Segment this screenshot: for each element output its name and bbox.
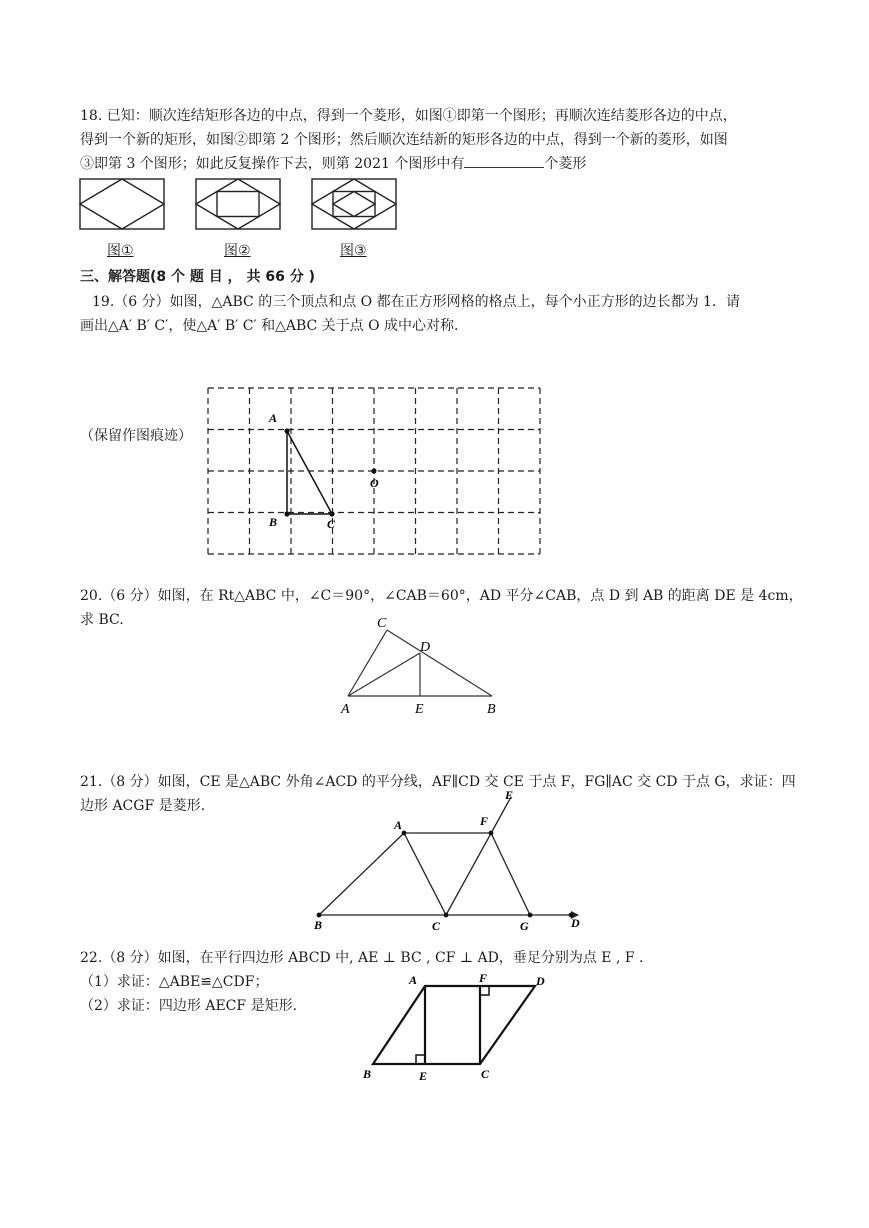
point-o: [371, 468, 376, 473]
fig3-rhombus: [312, 179, 396, 229]
label-c: C: [327, 517, 336, 531]
label-b: B: [269, 515, 278, 529]
label-e: E: [415, 702, 424, 717]
q22-line1: 22.（8 分）如图，在平行四边形 ABCD 中, AE ⊥ BC , CF ⊥ AD，垂足分别为点 E , F .: [80, 950, 644, 966]
fig3-inner-rhombus: [333, 192, 375, 217]
q22-sub1: （1）求证：△ABE≌△CDF；: [80, 974, 269, 990]
label-g: G: [520, 919, 529, 933]
q19-note: （保留作图痕迹）: [80, 428, 192, 444]
point-b: [284, 511, 289, 516]
fig2-inner-rectangle: [217, 192, 259, 217]
q20-line1: 20.（6 分）如图，在 Rt△ABC 中，∠C＝90°，∠CAB＝60°，AD 平分∠CAB，点 D 到 AB 的距离 DE 是 4cm，: [80, 588, 803, 604]
parallelogram-abcd: [373, 986, 535, 1064]
label-a: A: [269, 411, 278, 425]
q18-line3-before: ③即第 3 个图形；如此反复操作下去，则第 2021 个图形中有: [80, 156, 465, 172]
label-e: E: [419, 1069, 428, 1083]
label-c: C: [377, 616, 387, 631]
q18-line3-after: 个菱形: [544, 156, 587, 172]
fig1-rectangle: [80, 179, 164, 229]
q21-line1: 21.（8 分）如图，CE 是△ABC 外角∠ACD 的平分线，AF∥CD 交 CE 于点 F，FG∥AC 交 CD 于点 G，求证：四: [80, 774, 796, 790]
label-b: B: [487, 702, 496, 717]
triangle-abc: [287, 431, 332, 514]
label-f: F: [479, 971, 488, 985]
fig1-caption: 图①: [107, 243, 134, 259]
label-o: O: [370, 476, 379, 490]
answer-blank[interactable]: [464, 153, 544, 168]
label-c: C: [481, 1067, 490, 1081]
fig2-caption: 图②: [224, 243, 251, 259]
label-a: A: [409, 973, 418, 987]
fig2-rectangle: [196, 179, 280, 229]
label-e: E: [505, 788, 514, 802]
label-d: D: [571, 916, 580, 930]
point-a: [284, 428, 289, 433]
label-c: C: [432, 919, 441, 933]
q22-figure: [355, 968, 555, 1088]
q20-figure: [334, 610, 514, 720]
fig3-caption: 图③: [340, 243, 367, 259]
q19-grid-figure: [200, 380, 550, 560]
point-c: [329, 511, 334, 516]
section-title: 三、解答题(8 个 题 目 ， 共 66 分 ): [80, 269, 316, 285]
q18-figures: [78, 177, 398, 232]
label-a: A: [341, 702, 350, 717]
q20-line2: 求 BC.: [80, 612, 124, 628]
q19-line1: 19.（6 分）如图，△ABC 的三个顶点和点 O 都在正方形网格的格点上，每个小正方形的边长都为 1．请: [92, 294, 740, 310]
label-a: A: [394, 818, 403, 832]
q18-line2: 得到一个新的矩形，如图②即第 2 个图形；然后顺次连结新的矩形各边的中点，得到一个新的菱形，如图: [80, 132, 728, 148]
q22-sub2: （2）求证：四边形 AECF 是矩形.: [80, 998, 298, 1014]
fig1-rhombus: [80, 179, 164, 229]
fig3-rectangle: [312, 179, 396, 229]
fig3-inner-rectangle: [333, 192, 375, 217]
fig2-rhombus: [196, 179, 280, 229]
q21-figure: [305, 785, 595, 935]
label-b: B: [314, 918, 323, 932]
q18-line1: 18. 已知：顺次连结矩形各边的中点，得到一个菱形，如图①即第一个图形；再顺次连结菱形各边的中点，: [80, 108, 737, 124]
q18-line3: [80, 152, 586, 176]
q19-line2: 画出△A′ B′ C′，使△A′ B′ C′ 和△ABC 关于点 O 成中心对称.: [80, 318, 459, 334]
label-d: D: [536, 974, 545, 988]
label-b: B: [363, 1067, 372, 1081]
q21-line2: 边形 ACGF 是菱形.: [80, 798, 206, 814]
label-f: F: [480, 814, 489, 828]
label-d: D: [420, 640, 431, 655]
